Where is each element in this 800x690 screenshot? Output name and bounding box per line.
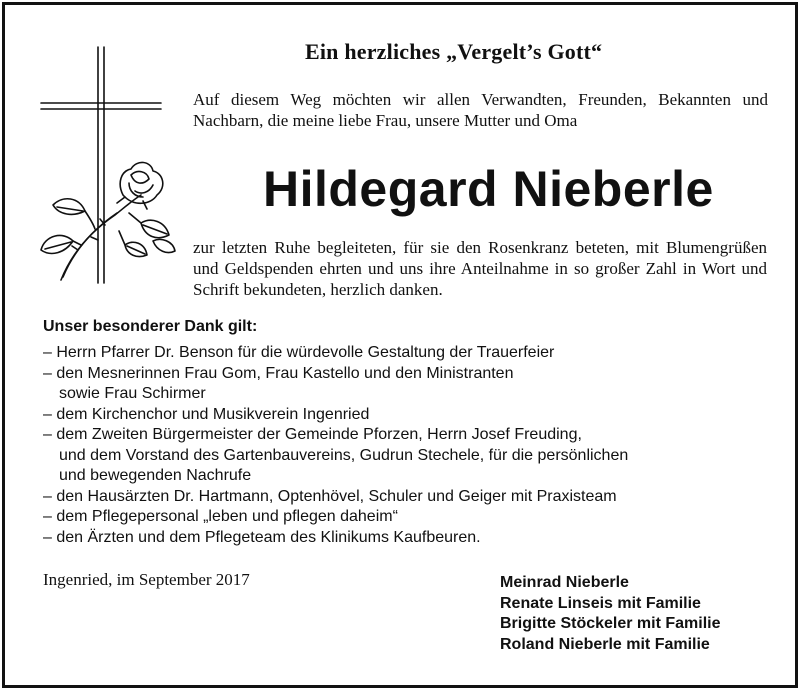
signature-line: Roland Nieberle mit Familie: [500, 635, 710, 653]
list-item-line: – Herrn Pfarrer Dr. Benson für die würdevolle Gestaltung der Trauerfeier: [43, 344, 555, 361]
list-item: [43, 425, 763, 487]
list-item-line: – den Hausärzten Dr. Hartmann, Optenhövel, Schuler und Geiger mit Praxisteam: [43, 487, 617, 505]
signature-line: Renate Linseis mit Familie: [500, 594, 701, 612]
list-item: [43, 343, 763, 364]
signatures: [500, 573, 721, 655]
list-item-line: – dem Zweiten Bürgermeister der Gemeinde Pforzen, Herrn Josef Freuding,: [43, 426, 582, 443]
deceased-name: Hildegard Nieberle: [263, 161, 714, 217]
list-item-line: und bewegenden Nachrufe: [59, 467, 252, 484]
list-item-line: – den Mesnerinnen Frau Gom, Frau Kastello und den Ministranten: [43, 364, 514, 382]
list-item-line: – den Ärzten und dem Pflegeteam des Klinikums Kaufbeuren.: [43, 528, 481, 546]
list-item-line: sowie Frau Schirmer: [59, 385, 206, 402]
intro-text: Auf diesem Weg möchten wir allen Verwandten, Freunden, Bekannten und Nachbarn, die meine liebe Frau, unsere Mutter und Oma: [193, 90, 768, 130]
notice-headline: Ein herzliches „Vergelt’s Gott“: [305, 39, 603, 64]
thanks-heading: Unser besonderer Dank gilt:: [43, 318, 258, 335]
list-item: [43, 405, 763, 426]
cross-with-rose-icon: [33, 45, 183, 285]
list-item: [43, 507, 763, 528]
list-item: [43, 364, 763, 405]
list-item-line: – dem Kirchenchor und Musikverein Ingenried: [43, 405, 370, 423]
list-item: [43, 528, 763, 549]
body-text: zur letzten Ruhe begleiteten, für sie den Rosenkranz beteten, mit Blumengrüßen und Geldspenden ehrten und uns ihre Anteilnahme in so großer Zahl in Wort und Schrift bekundeten, herzlich danken.: [193, 238, 767, 299]
list-item-line: – dem Pflegepersonal „leben und pflegen daheim“: [43, 508, 398, 525]
list-item: [43, 487, 763, 508]
obituary-notice: [2, 2, 798, 688]
place-date: Ingenried, im September 2017: [43, 570, 250, 589]
thanks-list: [43, 343, 763, 548]
signature-line: Meinrad Nieberle: [500, 574, 629, 591]
signature-line: Brigitte Stöckeler mit Familie: [500, 615, 721, 632]
list-item-line: und dem Vorstand des Gartenbauvereins, Gudrun Stechele, für die persönlichen: [59, 446, 629, 464]
